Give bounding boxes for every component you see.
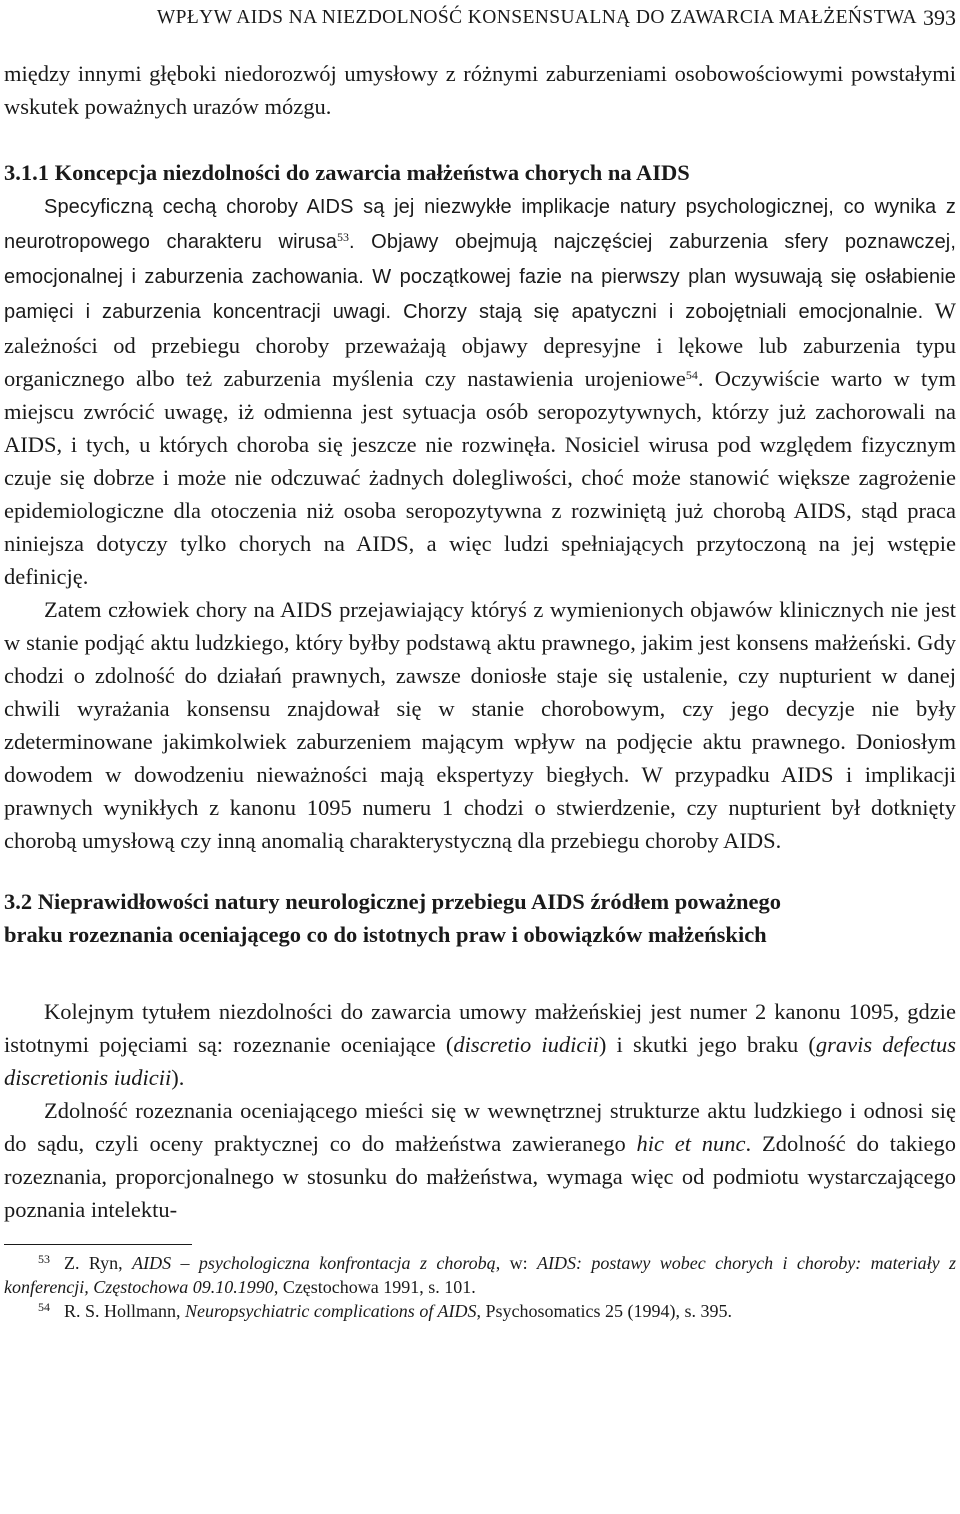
paragraph-text: Zdolność rozeznania oceniającego mieści się w wewnętrznej strukturze aktu ludzkiego i odnosi się do sądu, czyli oceny praktycznej co do małżeństwa zawieranego xyxy=(4,1098,956,1156)
footnote-title: AIDS: postawy wobec chorych i choroby: materiały z konferencji, Częstochowa 09.10.1990 xyxy=(4,1253,957,1297)
footnote-title: Neuropsychiatric complications of AIDS xyxy=(185,1301,477,1321)
section-3-1-1-paragraph-1 xyxy=(4,189,956,593)
footnote-text: Z. Ryn, xyxy=(64,1253,133,1273)
section-heading-3-1-1: 3.1.1 Koncepcja niezdolności do zawarcia małżeństwa chorych na AIDS xyxy=(4,160,690,185)
paragraph-text: W zależności od przebiegu choroby przeważają objawy depresyjne i lękowe lub zaburzenia typu organicznego albo też zaburzenia myślenia czy nastawienia urojeniowe xyxy=(4,298,957,391)
spacer xyxy=(4,123,956,156)
body-text xyxy=(4,57,956,1323)
running-head-title: WPŁYW AIDS NA NIEZDOLNOŚĆ KONSENSUALNĄ DO ZAWARCIA MAŁŻEŃSTWA xyxy=(156,7,917,28)
spacer xyxy=(4,951,956,995)
footnote-divider xyxy=(4,1244,192,1245)
paragraph-sans-text: . Objawy obejmują najczęściej zaburzenia sfery poznawczej, emocjonalnej i zaburzenia zachowania. W początkowej fazie na pierwszy plan wysuwają się osłabienie pamięci i zaburzenia koncentracji uwagi. Chorzy stają się apatyczni i zobojętniali emocjonalnie. xyxy=(4,231,956,323)
section-3-2-paragraph-1 xyxy=(4,995,956,1094)
spacer xyxy=(4,857,956,885)
paragraph-text: ). xyxy=(171,1065,185,1090)
page-number: 393 xyxy=(923,5,956,30)
footnote-title: AIDS – psychologiczna konfrontacja z chorobą xyxy=(132,1253,496,1273)
paragraph-text: . Oczywiście warto w tym miejscu zwrócić uwagę, iż odmienna jest sytuacja osób seropozytywnych, którzy już zachorowali na AIDS, i tych, u których choroba się jeszcze nie rozwinęła. Nosiciel wirusa pod względem fizycznym czuje się dobrze i może nie odczuwać żadnych dolegliwości, choć może stanowić większe zagrożenie epidemiologiczne dla otoczenia niż osoba seropozytywna z rozwiniętą już chorobą AIDS, stąd praca niniejsza dotyczy tylko chorych na AIDS, a więc ludzi spełniających przytoczoną na jej wstępie definicję. xyxy=(4,366,956,589)
paragraph-text: Kolejnym tytułem niezdolności do zawarcia umowy małżeńskiej jest numer 2 kanonu 1095, gdzie istotnymi pojęciami są: rozeznanie oceniające ( xyxy=(4,999,956,1057)
footnote-54: 54 R. S. Hollmann, Neuropsychiatric complications of AIDS, Psychosomatics 25 (1994), s. 395. xyxy=(38,1300,732,1321)
running-head xyxy=(4,4,956,32)
section-3-1-1-paragraph-2: Zatem człowiek chory na AIDS przejawiający któryś z wymienionych objawów klinicznych nie jest w stanie podjąć aktu ludzkiego, który byłby podstawą aktu prawnego, jakim jest konsens małżeński. Gdy chodzi o zdolność do działań prawnych, zawsze doniosłe staje się ustalenie, czy nupturient w danej chwili wyrażania konsensu znajdował się w stanie chorobowym, czy jego decyzje nie były zdeterminowane jakimkolwiek zaburzeniem mającym wpływ na podjęcie aktu prawnego. Doniosłym dowodem w dowodzeniu nieważności mają ekspertyzy biegłych. W przypadku AIDS i implikacji prawnych wynikłych z kanonu 1095 numeru 1 chodzi o stwierdzenie, czy nupturient był dotknięty chorobą umysłową czy inną anomalią charakterystyczną dla przebiegu choroby AIDS. xyxy=(4,597,956,853)
footnote-text: , w: xyxy=(495,1253,537,1273)
latin-term: hic et nunc xyxy=(636,1131,746,1156)
footnote-text: , Psychosomatics 25 (1994), s. 395. xyxy=(476,1301,732,1321)
paragraph-text: . Zdolność do takiego rozeznania, proporcjonalnego w stosunku do małżeństwa, wymaga więc od podmiotu wystarczającego poznania intelektu- xyxy=(4,1131,957,1222)
footnote-text: , Częstochowa 1991, s. 101. xyxy=(273,1277,476,1297)
paragraph-text: ) i skutki jego braku ( xyxy=(598,1032,816,1057)
latin-term: discretio iudicii xyxy=(453,1032,599,1057)
section-3-2-paragraph-2 xyxy=(4,1094,956,1226)
paragraph-sans-text: Specyficzną cechą choroby AIDS są jej niezwykłe implikacje natury psychologicznej, co wynika z neurotropowego charakteru wirusa xyxy=(4,196,956,253)
intro-continuation: między innymi głęboki niedorozwój umysłowy z różnymi zaburzeniami osobowościowymi powstałymi wskutek poważnych urazów mózgu. xyxy=(4,61,956,119)
footnote-text: R. S. Hollmann, xyxy=(64,1301,186,1321)
footnote-53: 53 Z. Ryn, AIDS – psychologiczna konfrontacja z chorobą, w: AIDS: postawy wobec chorych i choroby: materiały z konferencji, Częstochowa 09.10.1990, Częstochowa 1991, s. 101. xyxy=(4,1252,957,1297)
footnote-ref-54: 54 xyxy=(685,368,698,382)
section-heading-3-2: 3.2 Nieprawidłowości natury neurologicznej przebiegu AIDS źródłem poważnego braku rozeznania oceniającego co do istotnych praw i obowiązków małżeńskich xyxy=(4,889,782,947)
footnote-ref-53: 53 xyxy=(336,230,349,244)
latin-term: gravis defectus discretionis iudicii xyxy=(4,1032,957,1090)
